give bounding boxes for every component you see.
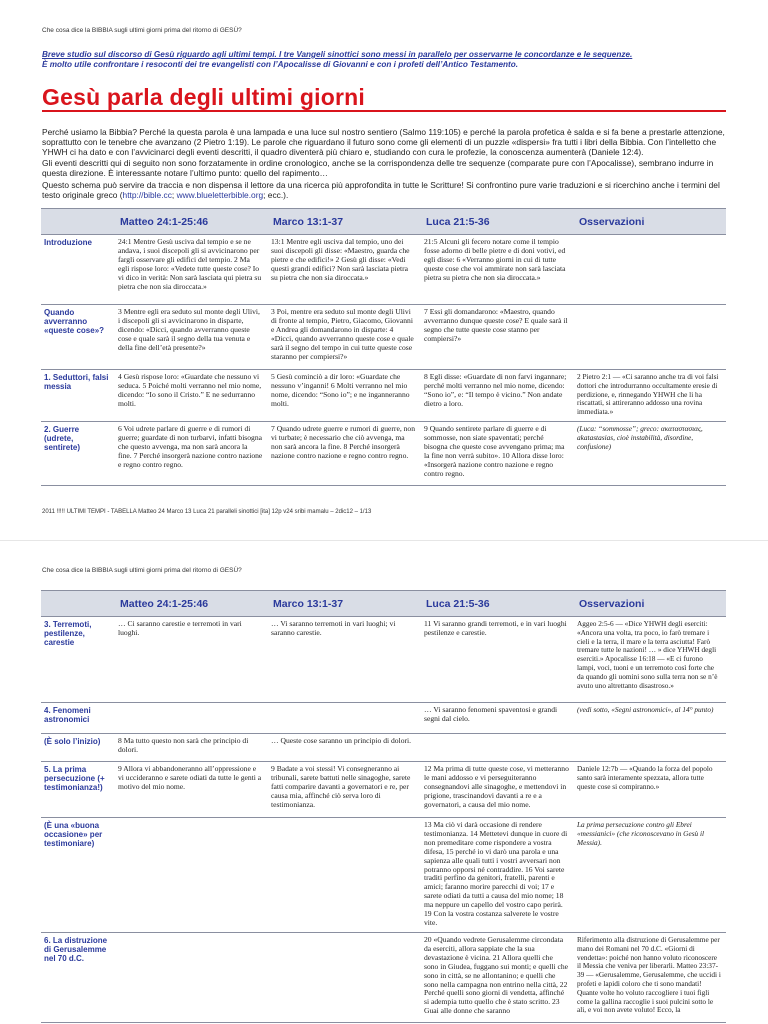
intro-line-2: È molto utile confrontare i resoconti dei tre evangelisti con l’Apocalisse di Giovanni e con i profeti dell’Antico Testamento. — [42, 60, 519, 69]
cell-luca: 13 Ma ciò vi darà occasione di rendere testimonianza. 14 Mettetevi dunque in cuore di non premeditare come rispondere a vostra difesa, 15 perché io vi darò una parola e una sapienza alle quali tutti i vostri avversari non potranno opporsi né contraddire. 16 Voi sarete traditi perfino da genitori, fratelli, parenti e amici; faranno morire parecchi di voi; 17 e sarete odiati da tutti a causa del mio nome; 18 ma neppure un capello del vostro capo perirà. 19 Con la vostra costanza salverete le vostre vite. — [420, 818, 573, 933]
header-matteo: Matteo 24:1-25:46 — [114, 591, 267, 617]
link-bible-cc[interactable]: http://bible.cc — [122, 190, 172, 200]
cell-matteo: 3 Mentre egli era seduto sul monte degli Ulivi, i discepoli gli si avvicinarono in disparte, dicendo: «Dicci, quando avverranno queste cose e quale sarà il segno della tua venuta e della fine dell’età presente?» — [114, 305, 267, 370]
section-label: 2. Guerre (udrete, sentirete) — [41, 422, 114, 486]
cell-osservazioni — [573, 235, 726, 305]
section-label: 4. Fenomeni astronomici — [41, 703, 114, 734]
cell-osservazioni: La prima persecuzione contro gli Ebrei «messianici» (che riconoscevano in Gesù il Messia). — [573, 818, 726, 933]
cell-luca: … Vi saranno fenomeni spaventosi e grandi segni dal cielo. — [420, 703, 573, 734]
table-row — [41, 235, 726, 305]
cell-luca: 20 «Quando vedrete Gerusalemme circondata da eserciti, allora sappiate che la sua devastazione è vicina. 21 Allora quelli che sono in Giudea, fuggano sui monti; e quelli che sono in città, se ne allontanino; e quelli che sono nella campagna non entrino nella città, 22 Perché quelli sono giorni di vendetta, affinché si adempia tutto quello che è stato scritto. 23 Guai alle donne che saranno — [420, 933, 573, 1023]
table-row — [41, 370, 726, 422]
header-osservazioni: Osservazioni — [573, 209, 726, 235]
section-label: 6. La distruzione di Gerusalemme nel 70 d.C. — [41, 933, 114, 1023]
table-header-row — [41, 209, 726, 235]
cell-marco: 3 Poi, mentre era seduto sul monte degli Ulivi di fronte al tempio, Pietro, Giacomo, Giovanni e Andrea gli domandarono in disparte: 4 «Dicci, quando avverranno queste cose e quale sarà il segno del tempo in cui tutte queste cose staranno per compiersi?» — [267, 305, 420, 370]
cell-osservazioni: Riferimento alla distruzione di Gerusalemme per mano dei Romani nel 70 d.C. «Giorni di vendetta»: poiché non hanno voluto riconoscere il Messia che veniva per liberarli. Matteo 23:37-39 — «Gerusalemme, Gerusalemme, che uccidi i profeti e lapidi coloro che ti sono mandati! Quante volte ho voluto raccogliere i tuoi figli come la gallina raccoglie i suoi pulcini sotto le ali, e voi non avete voluto! Ecco, la — [573, 933, 726, 1023]
paragraph-scheme — [42, 180, 732, 200]
title-underline — [42, 110, 726, 112]
intro-summary — [42, 50, 732, 70]
cell-matteo: 4 Gesù rispose loro: «Guardate che nessuno vi seduca. 5 Poiché molti verranno nel mio nome, dicendo: “Io sono il Cristo.” E ne sedurranno molti. — [114, 370, 267, 422]
cell-luca: 11 Vi saranno grandi terremoti, e in vari luoghi pestilenze e carestie. — [420, 617, 573, 703]
cell-osservazioni: (Luca: “sommosse”; greco: ακαταστασιας, akatastasias, cioè instabilità, disordine, confusione) — [573, 422, 726, 486]
cell-marco: … Queste cose saranno un principio di dolori. — [267, 734, 420, 762]
page-footer: 2011 !!!!! ULTIMI TEMPI - TABELLA Matteo 24 Marco 13 Luca 21 paralleli sinottici [ita] 12p v24 sribi mamalu – 2dic12 – 1/13 — [42, 509, 372, 515]
cell-marco: … Vi saranno terremoti in vari luoghi; vi saranno carestie. — [267, 617, 420, 703]
table-row — [41, 422, 726, 486]
cell-luca — [420, 734, 573, 762]
cell-luca: 8 Egli disse: «Guardate di non farvi ingannare; perché molti verranno nel mio nome, dicendo: “Sono io”, e: “Il tempo è vicino.” Non andate dietro a loro. — [420, 370, 573, 422]
header-luca: Luca 21:5-36 — [420, 591, 573, 617]
intro-line-1: Breve studio sul discorso di Gesù riguardo agli ultimi tempi. I tre Vangeli sinottici sono messi in parallelo per osservarne le concordanze e le sequenze. — [42, 50, 633, 59]
scheme-end: ; ecc.). — [263, 190, 289, 200]
page-divider — [0, 540, 768, 541]
cell-luca: 9 Quando sentirete parlare di guerre e di sommosse, non siate spaventati; perché bisogna che queste cose avvengano prima; ma la fine non verrà subito». 10 Allora disse loro: «Insorgerà nazione contro nazione e regno contro regno. — [420, 422, 573, 486]
header-marco: Marco 13:1-37 — [267, 591, 420, 617]
paragraph-order: Gli eventi descritti qui di seguito non sono forzatamente in ordine cronologico, anche se la corrispondenza delle tre sequenze (comparate pure con l’Apocalisse), sembrano indurre in questa direzione. È interessante notare l’ultimo punto: quello del rapimento… — [42, 158, 714, 178]
table-header-row — [41, 591, 726, 617]
scheme-text: Questo schema può servire da traccia e non dispensa il lettore da una ricerca più approfondita in tutte le Scritture! Si confrontino pure varie traduzioni e si ricerchino anche i termini del testo originale greco ( — [42, 180, 720, 200]
cell-matteo — [114, 933, 267, 1023]
header-empty — [41, 209, 114, 235]
cell-matteo — [114, 818, 267, 933]
header-luca: Luca 21:5-36 — [420, 209, 573, 235]
header-marco: Marco 13:1-37 — [267, 209, 420, 235]
cell-marco — [267, 818, 420, 933]
cell-matteo: 9 Allora vi abbandoneranno all’oppressione e vi uccideranno e sarete odiati da tutte le genti a motivo del mio nome. — [114, 762, 267, 818]
section-label: Introduzione — [41, 235, 114, 305]
section-label: Quando avverranno «queste cose»? — [41, 305, 114, 370]
cell-matteo: … Ci saranno carestie e terremoti in vari luoghi. — [114, 617, 267, 703]
cell-luca: 21:5 Alcuni gli fecero notare come il tempio fosse adorno di belle pietre e di doni votivi, ed egli disse: 6 «Verranno giorni in cui di tutte queste cose che voi ammirate non sarà lasciata pietra su pietra che non sia diroccata.» — [420, 235, 573, 305]
cell-osservazioni: 2 Pietro 2:1 — «Ci saranno anche tra di voi falsi dottori che introdurranno occultamente eresie di perdizione, e, rinnegando YHWH che li ha riscattati, si attireranno addosso una rovina immediata.» — [573, 370, 726, 422]
cell-matteo: 8 Ma tutto questo non sarà che principio di dolori. — [114, 734, 267, 762]
cell-marco — [267, 933, 420, 1023]
table-row — [41, 734, 726, 762]
cell-osservazioni: Daniele 12:7b — «Quando la forza del popolo santo sarà interamente spezzata, allora tutte queste cose si compiranno.» — [573, 762, 726, 818]
section-label: (È solo l’inizio) — [41, 734, 114, 762]
cell-marco: 13:1 Mentre egli usciva dal tempio, uno dei suoi discepoli gli disse: «Maestro, guarda che pietre e che edifici!» 2 Gesù gli disse: «Vedi questi grandi edifici? Non sarà lasciata pietra su pietra che non sia diroccata.» — [267, 235, 420, 305]
cell-marco: 9 Badate a voi stessi! Vi consegneranno ai tribunali, sarete battuti nelle sinagoghe, sarete fatti comparire davanti a governatori e re, per causa mia, affinché ciò serva loro di testimonianza. — [267, 762, 420, 818]
cell-luca: 7 Essi gli domandarono: «Maestro, quando avverranno dunque queste cose? E quale sarà il segno che tutte queste cose stanno per compiersi?» — [420, 305, 573, 370]
link-blueletterbible[interactable]: www.blueletterbible.org — [176, 190, 264, 200]
cell-osservazioni: Aggeo 2:5-6 — «Dice YHWH degli eserciti: «Ancora una volta, tra poco, io farò tremare i cieli e la terra, il mare e la terra asciutta! Farò tremare tutte le nazioni! … » dice YHWH degli eserciti.» Apocalisse 16:18 — «E ci furono lampi, voci, tuoni e un terremoto così forte che da quando gli uomini sono sulla terra non se n’è avuto uno altrettanto disastroso.» — [573, 617, 726, 703]
page-title: Gesù parla degli ultimi giorni — [42, 84, 365, 110]
section-label: 3. Terremoti, pestilenze, carestie — [41, 617, 114, 703]
page-header-2: Che cosa dice la BIBBIA sugli ultimi giorni prima del ritorno di GESÙ? — [42, 567, 242, 574]
cell-matteo: 24:1 Mentre Gesù usciva dal tempio e se ne andava, i suoi discepoli gli si avvicinarono per fargli osservare gli edifici del tempio. 2 Ma egli rispose loro: «Vedete tutte queste cose? Io vi dico in verità: Non sarà lasciata qui pietra su pietra che non sia diroccata.» — [114, 235, 267, 305]
scheme-sep: ; — [171, 190, 177, 200]
table-row — [41, 305, 726, 370]
table-row — [41, 617, 726, 703]
table-row — [41, 762, 726, 818]
synoptic-table-1 — [41, 208, 726, 486]
section-label: (È una «buona occasione» per testimoniare) — [41, 818, 114, 933]
header-osservazioni: Osservazioni — [573, 591, 726, 617]
cell-osservazioni — [573, 305, 726, 370]
cell-marco — [267, 703, 420, 734]
table-row — [41, 818, 726, 933]
synoptic-table-2 — [41, 590, 726, 1023]
header-matteo: Matteo 24:1-25:46 — [114, 209, 267, 235]
table-row — [41, 933, 726, 1023]
cell-osservazioni — [573, 734, 726, 762]
header-empty — [41, 591, 114, 617]
table-row — [41, 703, 726, 734]
cell-matteo — [114, 703, 267, 734]
section-label: 1. Seduttori, falsi messia — [41, 370, 114, 422]
page-header: Che cosa dice la BIBBIA sugli ultimi giorni prima del ritorno di GESÙ? — [42, 27, 242, 34]
section-label: 5. La prima persecuzione (+ testimonianza!) — [41, 762, 114, 818]
cell-matteo: 6 Voi udrete parlare di guerre e di rumori di guerre; guardate di non turbarvi, infatti bisogna che questo avvenga, ma non sarà ancora la fine. 7 Perché insorgerà nazione contro nazione e regno contro regno. — [114, 422, 267, 486]
cell-marco: 7 Quando udrete guerre e rumori di guerre, non vi turbate; è necessario che ciò avvenga, ma non sarà ancora la fine. 8 Perché insorgerà nazione contro nazione e regno contro regno. — [267, 422, 420, 486]
cell-luca: 12 Ma prima di tutte queste cose, vi metteranno le mani addosso e vi perseguiteranno consegnandovi alle sinagoghe, e mettendovi in prigione, trascinandovi davanti a re e a governatori, a causa del mio nome. — [420, 762, 573, 818]
paragraph-why-bible: Perché usiamo la Bibbia? Perché la questa parola è una lampada e una luce sul nostro sentiero (Salmo 119:105) e perché la parola profetica è salda e si fa bene a prestarle attenzione, soprattutto con le tenebre che avanzano (2 Pietro 1:19). Le parole che riguardano il futuro sono come gli elementi di un puzzle «dispersi» fra tutti i libri della Bibbia. Con l’intelletto che YHWH ci ha dato e con l’avvicinarci degli eventi descritti, il quadro diventerà più chiaro e, studiando con cura le profezie, la conoscenza aumenterà (Daniele 12:4). — [42, 127, 725, 157]
cell-marco: 5 Gesù cominciò a dir loro: «Guardate che nessuno v’inganni! 6 Molti verranno nel mio nome, dicendo: “Sono io”; e ne inganneranno molti. — [267, 370, 420, 422]
cell-osservazioni: (vedi sotto, «Segni astronomici», al 14° punto) — [573, 703, 726, 734]
